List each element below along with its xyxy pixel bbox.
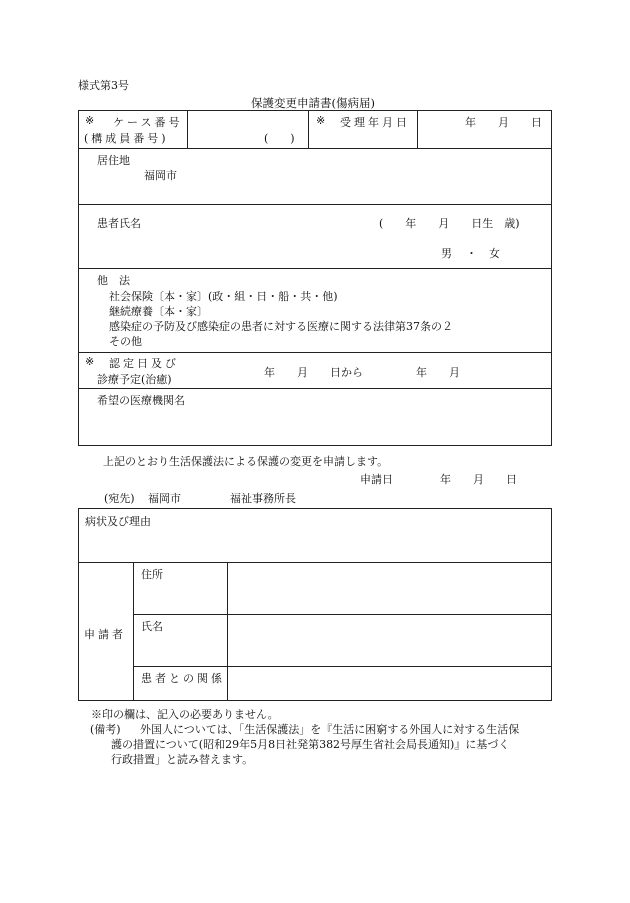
application-statement: 上記のとおり生活保護法による保護の変更を申請します。 xyxy=(103,455,389,468)
approval-to-field[interactable]: 年 月 xyxy=(416,366,460,379)
applicant-label: 申請者 xyxy=(84,628,126,641)
received-date-label: 受理年月日 xyxy=(340,116,410,129)
received-date-field[interactable]: 年 月 日 xyxy=(465,116,542,129)
divider xyxy=(78,268,552,269)
divider xyxy=(417,110,418,148)
addressee-office: 福祉事務所長 xyxy=(230,492,296,505)
applicant-address-label: 住所 xyxy=(141,568,163,581)
approval-mark: ※ xyxy=(85,355,95,368)
divider xyxy=(133,666,552,667)
case-number-field[interactable]: ( ) xyxy=(264,132,295,145)
note-text: 外国人については、「生活保護法」を『生活に困窮する外国人に対する生活保 xyxy=(140,723,520,736)
applicant-relation-label: 患者との関係 xyxy=(141,672,225,685)
sex-male-option[interactable]: 男 xyxy=(441,247,452,260)
other-law-label: 他 法 xyxy=(97,274,130,287)
divider xyxy=(187,110,188,148)
page-title: 保護変更申請書(傷病届) xyxy=(251,96,375,110)
case-mark: ※ xyxy=(85,114,95,127)
patient-name-label: 患者氏名 xyxy=(97,217,141,230)
divider xyxy=(78,204,552,205)
divider xyxy=(78,148,552,149)
residence-city[interactable]: 福岡市 xyxy=(144,169,177,182)
divider xyxy=(78,562,552,563)
divider xyxy=(78,388,552,389)
condition-label: 病状及び理由 xyxy=(85,515,151,528)
note-text: 護の措置について(昭和29年5月8日社発第382号厚生省社会局長通知)』に基づく xyxy=(111,738,510,751)
divider xyxy=(227,562,228,701)
patient-birth-field[interactable]: ( 年 月 日生 歳) xyxy=(379,217,520,230)
other-law-item[interactable]: 継続療養〔本・家〕 xyxy=(109,305,208,318)
divider xyxy=(78,352,552,353)
note-prefix: (備考) xyxy=(90,723,121,736)
sex-separator: ・ xyxy=(466,247,477,260)
apply-date-field[interactable]: 年 月 日 xyxy=(440,473,517,486)
approval-date-label: 認定日及び xyxy=(109,357,179,370)
other-law-item[interactable]: 社会保険〔本・家〕(政・組・日・船・共・他) xyxy=(109,290,338,303)
other-law-item[interactable]: 感染症の予防及び感染症の患者に対する医療に関する法律第37条の２ xyxy=(109,320,453,333)
addressee-prefix: (宛先) xyxy=(104,492,135,505)
member-number-label: (構成員番号) xyxy=(84,132,169,145)
treatment-plan-label: 診療予定(治癒) xyxy=(97,373,172,386)
form-number: 様式第3号 xyxy=(78,79,129,92)
apply-date-label: 申請日 xyxy=(360,473,393,486)
hospital-label: 希望の医療機関名 xyxy=(97,394,185,407)
note-asterisk: ※印の欄は、記入の必要ありません。 xyxy=(91,708,279,721)
approval-from-field[interactable]: 年 月 日から xyxy=(264,366,363,379)
case-number-label: ケース番号 xyxy=(113,116,183,129)
applicant-name-label: 氏名 xyxy=(141,620,163,633)
note-text: 行政措置」と読み替えます。 xyxy=(111,753,254,766)
divider xyxy=(133,614,552,615)
other-law-item[interactable]: その他 xyxy=(109,335,142,348)
divider xyxy=(133,562,134,701)
addressee-city: 福岡市 xyxy=(148,492,181,505)
divider xyxy=(308,110,309,148)
sex-female-option[interactable]: 女 xyxy=(489,247,500,260)
residence-label: 居住地 xyxy=(97,154,130,167)
received-mark: ※ xyxy=(316,114,326,127)
